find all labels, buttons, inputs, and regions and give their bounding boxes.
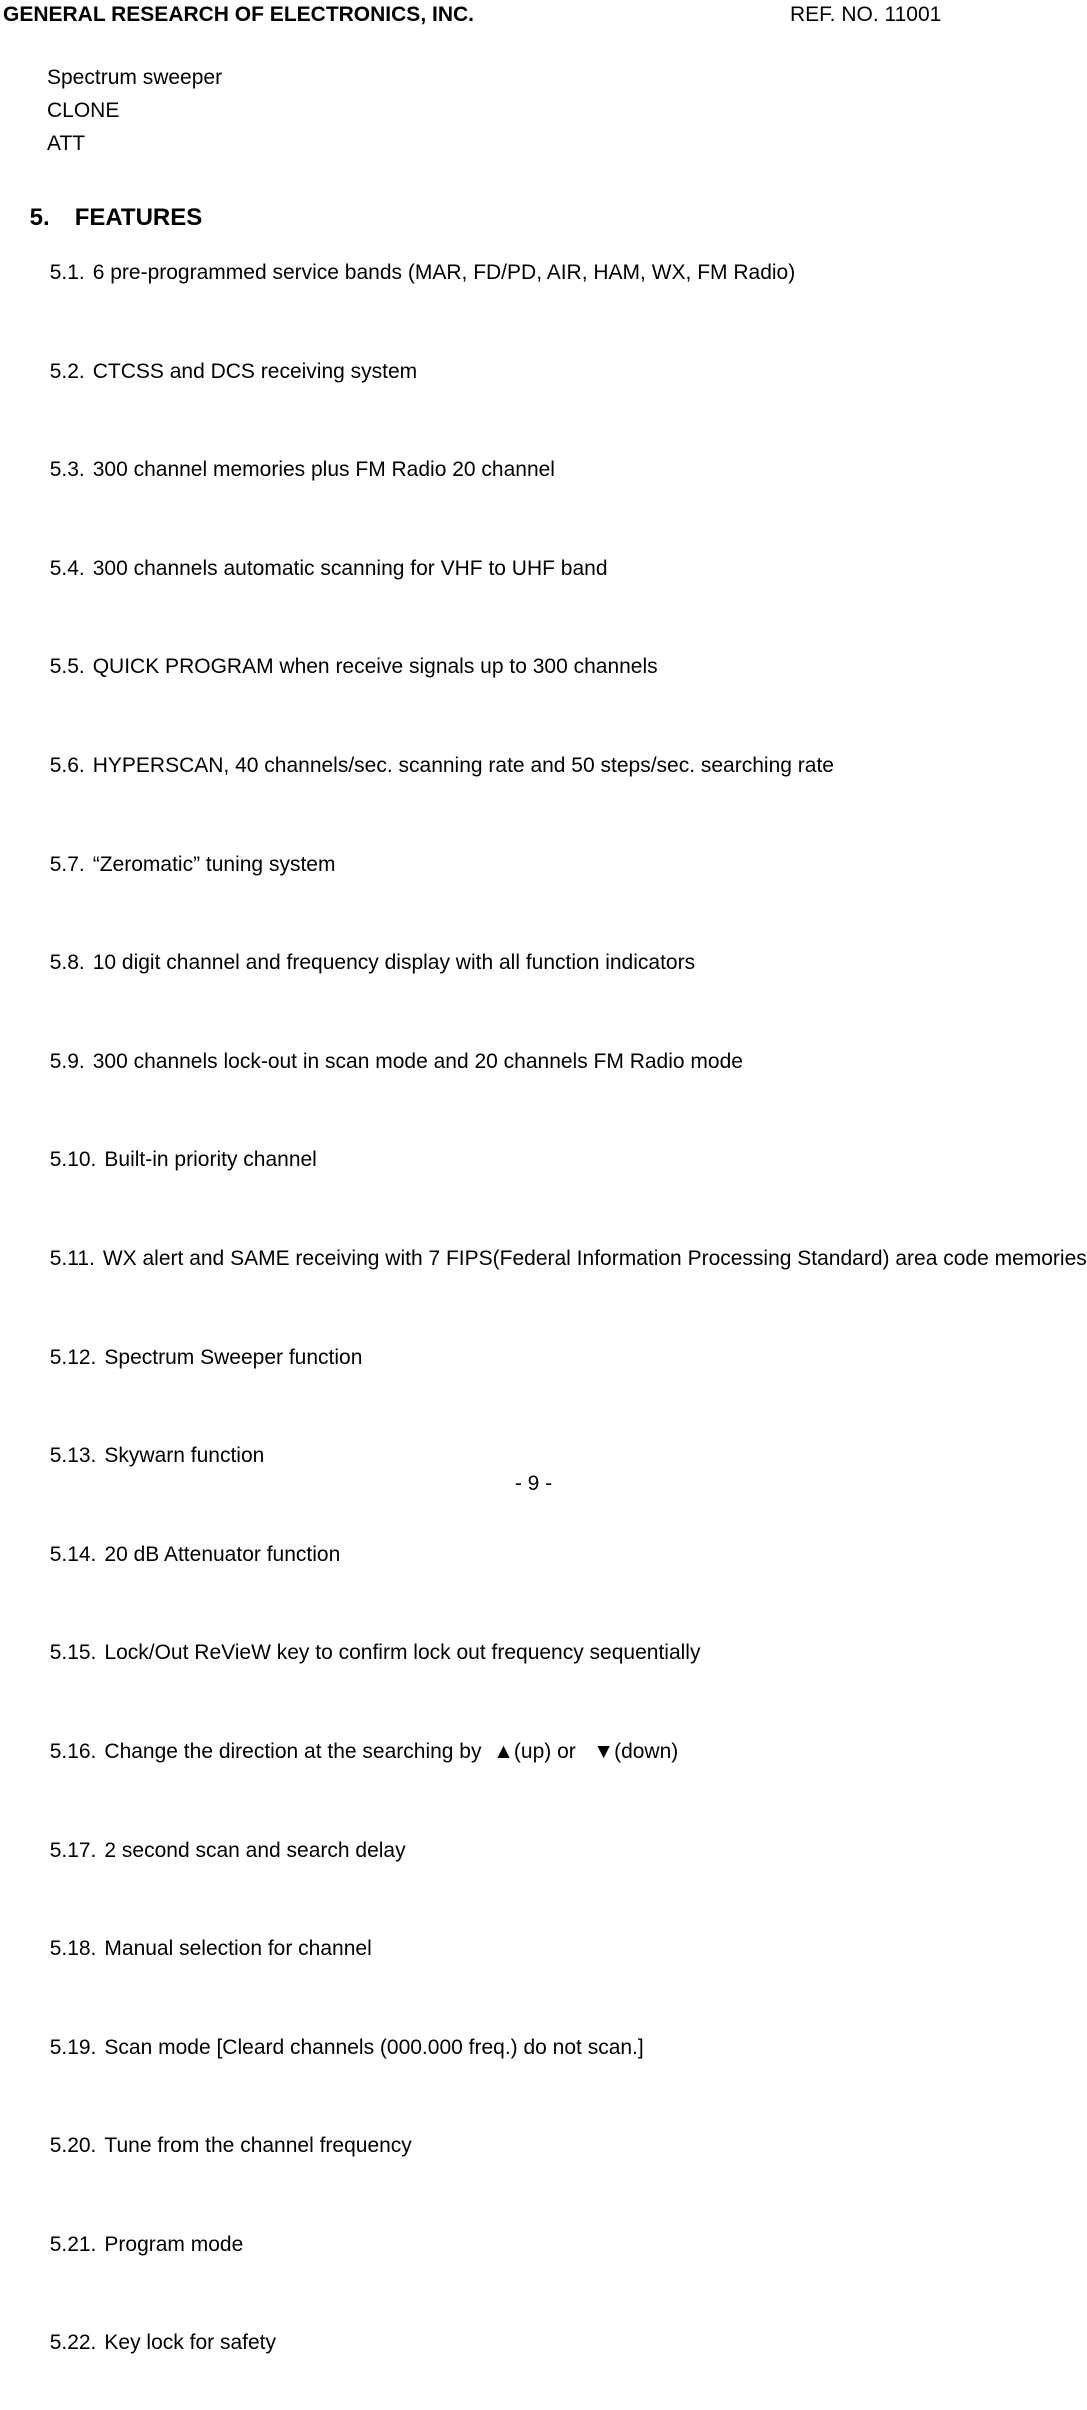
feature-item-number: 5.18. [49, 1937, 97, 1961]
feature-item [3, 1621, 1067, 1684]
feature-item-text: Skywarn function [104, 1444, 265, 1468]
feature-item-number: 5.8. [49, 951, 85, 975]
feature-item-text: HYPERSCAN, 40 channels/sec. scanning rate and 50 steps/sec. searching rate [92, 753, 834, 777]
feature-item [3, 2213, 1067, 2276]
feature-item-text: CTCSS and DCS receiving system [92, 359, 418, 383]
feature-item-text: Built-in priority channel [104, 1148, 317, 1172]
feature-item [3, 833, 1067, 896]
feature-item-text: Change the direction at the searching by ▲(up) or ▼(down) [104, 1739, 679, 1763]
reference-number: REF. NO. 11001 [790, 3, 942, 26]
feature-item-text: Scan mode [Cleard channels (000.000 freq.) do not scan.] [104, 2035, 644, 2059]
feature-item-number: 5.2. [49, 359, 85, 383]
feature-item-text: 300 channel memories plus FM Radio 20 channel [92, 458, 555, 482]
feature-item-number: 5.12. [49, 1345, 97, 1369]
page-number: - 9 - [514, 1472, 553, 1495]
feature-keyword: ATT [47, 132, 86, 155]
feature-item-text: 10 digit channel and frequency display with all function indicators [92, 951, 696, 975]
feature-item-number: 5.10. [49, 1148, 97, 1172]
feature-item-number: 5.20. [49, 2134, 97, 2158]
feature-item-text: 300 channels lock-out in scan mode and 20 channels FM Radio mode [92, 1049, 743, 1073]
feature-item [3, 734, 1067, 797]
feature-item-number: 5.6. [49, 753, 85, 777]
feature-item [3, 1720, 1067, 1783]
feature-item-text: Tune from the channel frequency [104, 2134, 412, 2158]
feature-item-text: Spectrum Sweeper function [104, 1345, 363, 1369]
feature-item [3, 2114, 1067, 2177]
section-number: 5. [29, 204, 50, 231]
feature-item-text: Manual selection for channel [104, 1937, 372, 1961]
feature-item [3, 438, 1067, 501]
feature-keyword: Spectrum sweeper [47, 66, 223, 89]
feature-item [3, 635, 1067, 698]
feature-item [3, 1917, 1067, 1980]
feature-item [3, 931, 1067, 994]
feature-item-text: 20 dB Attenuator function [104, 1542, 341, 1566]
feature-item [3, 2016, 1067, 2079]
feature-item-text: Lock/Out ReVieW key to confirm lock out frequency sequentially [104, 1641, 701, 1665]
feature-item [3, 1128, 1067, 1191]
feature-item [3, 1030, 1067, 1093]
feature-item-number: 5.21. [49, 2232, 97, 2256]
feature-item [3, 2311, 1067, 2374]
feature-item-number: 5.3. [49, 458, 85, 482]
feature-item-text: 6 pre-programmed service bands (MAR, FD/PD, AIR, HAM, WX, FM Radio) [92, 261, 796, 284]
feature-item-text: 2 second scan and search delay [104, 1838, 406, 1862]
feature-item-number: 5.7. [49, 852, 85, 876]
feature-item-number: 5.19. [49, 2035, 97, 2059]
feature-item-number: 5.16. [49, 1739, 97, 1763]
feature-item-number: 5.22. [49, 2331, 97, 2355]
feature-item-text: “Zeromatic” tuning system [92, 852, 336, 876]
feature-item-text: QUICK PROGRAM when receive signals up to 300 channels [92, 655, 658, 679]
company-name: GENERAL RESEARCH OF ELECTRONICS, INC. [3, 3, 474, 26]
feature-item-number: 5.5. [49, 655, 85, 679]
feature-item-number: 5.13. [49, 1444, 97, 1468]
feature-keywords-list [47, 61, 222, 160]
feature-item-number: 5.1. [49, 261, 85, 284]
feature-item-number: 5.15. [49, 1641, 97, 1665]
feature-item-text: 300 channels automatic scanning for VHF to UHF band [92, 556, 608, 580]
feature-item [3, 1523, 1067, 1586]
feature-item [3, 1819, 1067, 1882]
feature-item-text: WX alert and SAME receiving with 7 FIPS(Federal Information Processing Standard) area code memories [102, 1246, 1087, 1270]
features-list [3, 241, 1087, 2410]
feature-item-number: 5.4. [49, 556, 85, 580]
feature-item-number: 5.9. [49, 1049, 85, 1073]
feature-item [3, 241, 1067, 304]
feature-item-number: 5.11. [49, 1246, 95, 1270]
feature-item-number: 5.17. [49, 1838, 97, 1862]
feature-keyword: CLONE [47, 99, 120, 122]
section-title: FEATURES [74, 204, 203, 231]
feature-item-text: Program mode [104, 2232, 244, 2256]
feature-item [3, 340, 1067, 403]
feature-item [3, 537, 1067, 600]
document-header [3, 3, 1067, 33]
feature-item [3, 1227, 1087, 1290]
feature-item-text: Key lock for safety [104, 2331, 276, 2355]
feature-item [3, 1326, 1067, 1389]
feature-item-number: 5.14. [49, 1542, 97, 1566]
